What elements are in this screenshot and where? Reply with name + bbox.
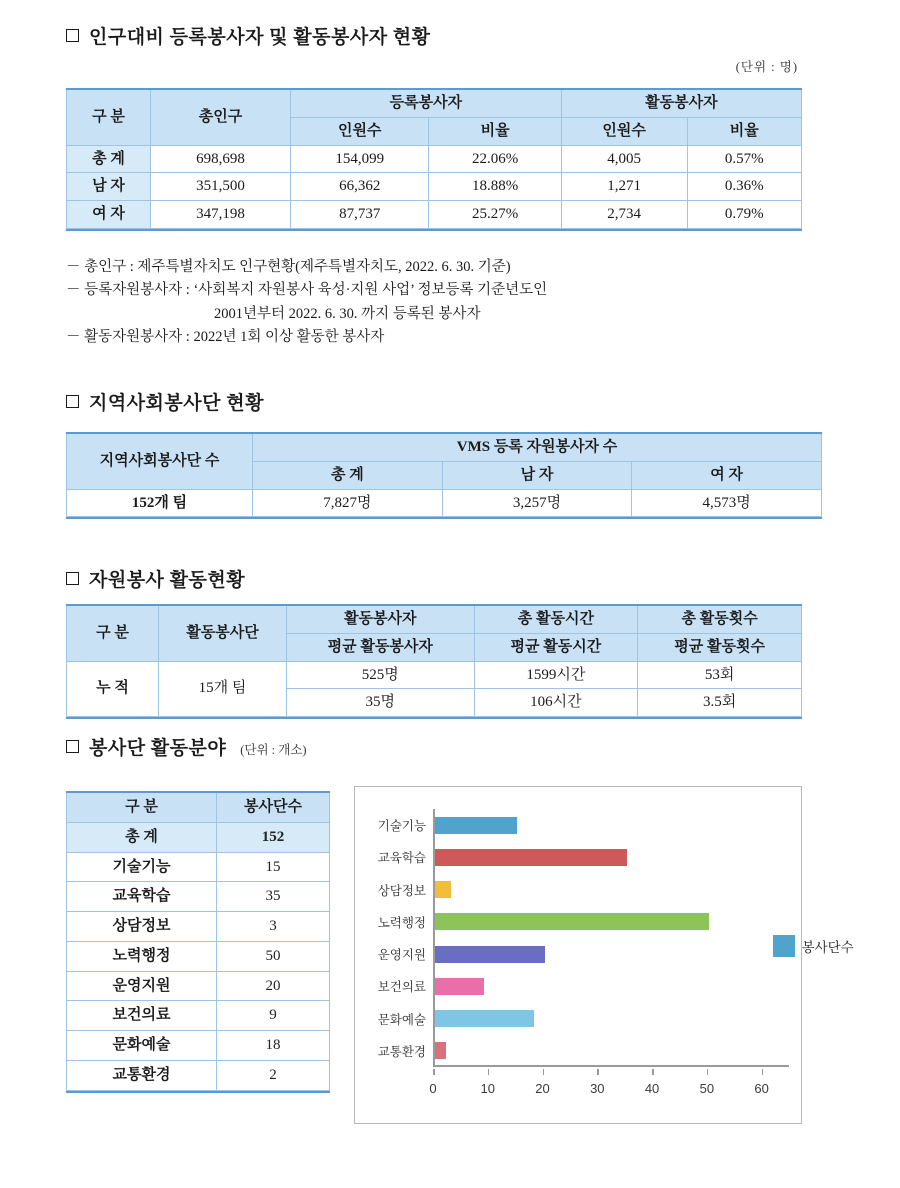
row-label: 총 계 bbox=[67, 822, 217, 852]
chart-bars-region bbox=[377, 809, 789, 1067]
chart-bar-row bbox=[377, 874, 789, 906]
chart-bar bbox=[435, 913, 709, 930]
section-3-heading bbox=[66, 565, 245, 592]
population-volunteer-table bbox=[66, 88, 802, 231]
volunteer-activity-status-table bbox=[66, 604, 802, 719]
row-label: 여 자 bbox=[67, 201, 151, 229]
chart-bar-row bbox=[377, 1003, 789, 1035]
cell-registered-count: 87,737 bbox=[291, 201, 429, 229]
chart-bar-row bbox=[377, 841, 789, 873]
chart-tick-label: 10 bbox=[480, 1081, 495, 1096]
row-value: 3 bbox=[217, 912, 330, 942]
row-label: 운영지원 bbox=[67, 971, 217, 1001]
chart-bar bbox=[435, 946, 545, 963]
chart-legend-swatch bbox=[773, 935, 795, 957]
th-male: 남 자 bbox=[442, 461, 632, 489]
table-row bbox=[67, 489, 822, 517]
cell-active-ratio: 0.57% bbox=[687, 145, 801, 173]
cell-population: 698,698 bbox=[151, 145, 291, 173]
row-value: 15 bbox=[217, 852, 330, 882]
chart-category-label: 기술기능 bbox=[377, 819, 426, 834]
chart-tick bbox=[652, 1069, 654, 1075]
row-value: 20 bbox=[217, 971, 330, 1001]
row-value: 9 bbox=[217, 1001, 330, 1031]
row-value: 152 bbox=[217, 822, 330, 852]
th-active-corps: 활동봉사단 bbox=[159, 606, 287, 661]
chart-tick bbox=[488, 1069, 490, 1075]
chart-category-label: 노력행정 bbox=[377, 915, 426, 930]
chart-bar bbox=[435, 849, 627, 866]
th-registered-volunteers: 등록봉사자 bbox=[291, 90, 562, 117]
chart-tick bbox=[433, 1069, 435, 1075]
row-label: 총 계 bbox=[67, 145, 151, 173]
row-label: 문화예술 bbox=[67, 1031, 217, 1061]
chart-bar-row bbox=[377, 906, 789, 938]
row-value: 2 bbox=[217, 1060, 330, 1090]
note-line: － 총인구 : 제주특별자치도 인구현황(제주특별자치도, 2022. 6. 30. 기준) bbox=[66, 259, 511, 275]
th-total-times: 총 활동횟수 bbox=[638, 606, 802, 633]
table-row bbox=[67, 173, 802, 201]
th-female: 여 자 bbox=[632, 461, 822, 489]
chart-tick-label: 0 bbox=[429, 1081, 437, 1096]
chart-tick-label: 50 bbox=[699, 1081, 715, 1096]
cell-active-count: 2,734 bbox=[561, 201, 687, 229]
row-label: 교통환경 bbox=[67, 1060, 217, 1090]
chart-legend bbox=[773, 935, 854, 957]
chart-x-ticks bbox=[433, 1067, 789, 1075]
cell-total-volunteers: 525명 bbox=[287, 661, 475, 689]
chart-tick-label: 40 bbox=[644, 1081, 660, 1096]
section-1-notes bbox=[66, 256, 826, 350]
th-active-volunteers: 활동봉사자 bbox=[561, 90, 801, 117]
cell-avg-hours: 106시간 bbox=[474, 689, 638, 717]
chart-bar bbox=[435, 817, 517, 834]
chart-tick bbox=[543, 1069, 545, 1075]
th-corps-count: 지역사회봉사단 수 bbox=[67, 434, 253, 489]
volunteer-field-table bbox=[66, 791, 330, 1093]
chart-tick-label: 20 bbox=[535, 1081, 550, 1096]
cell-active-ratio: 0.36% bbox=[687, 173, 801, 201]
cell-total-times: 53회 bbox=[638, 661, 802, 689]
row-label: 기술기능 bbox=[67, 852, 217, 882]
row-value: 50 bbox=[217, 941, 330, 971]
row-label: 상담정보 bbox=[67, 912, 217, 942]
th-avg-volunteers: 평균 활동봉사자 bbox=[287, 633, 475, 661]
chart-bar-row bbox=[377, 938, 789, 970]
row-label: 교육학습 bbox=[67, 882, 217, 912]
cell-registered-ratio: 22.06% bbox=[429, 145, 561, 173]
th-total: 총 계 bbox=[253, 461, 443, 489]
cell-avg-volunteers: 35명 bbox=[287, 689, 475, 717]
chart-bar bbox=[435, 1042, 446, 1059]
row-label: 보건의료 bbox=[67, 1001, 217, 1031]
bullet-square-icon bbox=[66, 395, 79, 408]
cell-avg-times: 3.5회 bbox=[638, 689, 802, 717]
cell-population: 347,198 bbox=[151, 201, 291, 229]
table-row bbox=[67, 912, 330, 942]
table-row-total bbox=[67, 822, 330, 852]
cell-active-count: 1,271 bbox=[561, 173, 687, 201]
cell-corps-teams: 152개 팀 bbox=[67, 489, 253, 517]
th-avg-times: 평균 활동횟수 bbox=[638, 633, 802, 661]
cell-total-hours: 1599시간 bbox=[474, 661, 638, 689]
table-row bbox=[67, 882, 330, 912]
section-4-heading bbox=[66, 733, 307, 760]
table-row bbox=[67, 1060, 330, 1090]
chart-category-label: 교육학습 bbox=[377, 851, 426, 866]
cell-active-count: 4,005 bbox=[561, 145, 687, 173]
row-label-cumulative: 누 적 bbox=[67, 661, 159, 717]
bullet-square-icon bbox=[66, 29, 79, 42]
cell-active-corps: 15개 팀 bbox=[159, 661, 287, 717]
bullet-square-icon bbox=[66, 572, 79, 585]
th-category: 구 분 bbox=[67, 793, 217, 822]
row-label: 남 자 bbox=[67, 173, 151, 201]
section-2-heading bbox=[66, 388, 264, 415]
chart-bar-rows bbox=[377, 809, 789, 1067]
chart-category-label: 상담정보 bbox=[377, 883, 426, 898]
th-corps-count: 봉사단수 bbox=[217, 793, 330, 822]
th-avg-hours: 평균 활동시간 bbox=[474, 633, 638, 661]
th-category: 구 분 bbox=[67, 606, 159, 661]
section-3-title: 자원봉사 활동현황 bbox=[89, 570, 246, 591]
chart-legend-label: 봉사단수 bbox=[801, 940, 854, 955]
table-row bbox=[67, 941, 330, 971]
chart-tick-label: 60 bbox=[754, 1081, 769, 1096]
th-active-count: 인원수 bbox=[561, 117, 687, 145]
section-2-title: 지역사회봉사단 현황 bbox=[89, 393, 264, 414]
cell-registered-count: 154,099 bbox=[291, 145, 429, 173]
table-row bbox=[67, 1031, 330, 1061]
section-4-title: 봉사단 활동분야 bbox=[89, 738, 227, 759]
table-row bbox=[67, 852, 330, 882]
section-1-title: 인구대비 등록봉사자 및 활동봉사자 현황 bbox=[89, 27, 431, 48]
th-active-ratio: 비율 bbox=[687, 117, 801, 145]
table-row bbox=[67, 1001, 330, 1031]
bullet-square-icon bbox=[66, 740, 79, 753]
th-vms-registered: VMS 등록 자원봉사자 수 bbox=[253, 434, 822, 461]
chart-bar bbox=[435, 1010, 534, 1027]
section-4-unit-note: (단위 : 개소) bbox=[240, 743, 307, 757]
th-active-volunteers: 활동봉사자 bbox=[287, 606, 475, 633]
section-1-heading bbox=[66, 22, 431, 49]
section-1-unit-note: (단위 : 명) bbox=[735, 60, 798, 74]
note-line: － 활동자원봉사자 : 2022년 1회 이상 활동한 봉사자 bbox=[66, 329, 385, 346]
cell-active-ratio: 0.79% bbox=[687, 201, 801, 229]
community-volunteer-corps-table bbox=[66, 432, 822, 519]
chart-category-label: 교통환경 bbox=[377, 1044, 426, 1059]
volunteer-field-rows bbox=[67, 822, 330, 1090]
chart-x-tick-labels bbox=[429, 1081, 789, 1101]
chart-tick bbox=[597, 1069, 599, 1075]
th-total-population: 총인구 bbox=[151, 90, 291, 145]
table-row bbox=[67, 661, 802, 689]
chart-tick bbox=[762, 1069, 764, 1075]
cell-total: 7,827명 bbox=[253, 489, 443, 517]
chart-bar-row bbox=[377, 970, 789, 1002]
row-value: 35 bbox=[217, 882, 330, 912]
chart-plot-area bbox=[354, 786, 854, 1124]
note-line: 2001년부터 2022. 6. 30. 까지 등록된 봉사자 bbox=[214, 305, 481, 322]
cell-female: 4,573명 bbox=[632, 489, 822, 517]
th-registered-ratio: 비율 bbox=[429, 117, 561, 145]
cell-registered-ratio: 18.88% bbox=[429, 173, 561, 201]
cell-male: 3,257명 bbox=[442, 489, 632, 517]
th-category: 구 분 bbox=[67, 90, 151, 145]
chart-category-label: 보건의료 bbox=[377, 980, 426, 995]
th-registered-count: 인원수 bbox=[291, 117, 429, 145]
row-value: 18 bbox=[217, 1031, 330, 1061]
chart-category-label: 문화예술 bbox=[377, 1012, 426, 1027]
table-row bbox=[67, 971, 330, 1001]
table-row bbox=[67, 145, 802, 173]
cell-registered-ratio: 25.27% bbox=[429, 201, 561, 229]
chart-tick bbox=[707, 1069, 709, 1075]
chart-tick-label: 30 bbox=[590, 1081, 605, 1096]
cell-registered-count: 66,362 bbox=[291, 173, 429, 201]
note-line: － 등록자원봉사자 : ‘사회복지 자원봉사 육성·지원 사업’ 정보등록 기준년도인 bbox=[66, 282, 548, 299]
row-label: 노력행정 bbox=[67, 941, 217, 971]
volunteer-field-bar-chart bbox=[354, 786, 854, 1124]
th-total-hours: 총 활동시간 bbox=[474, 606, 638, 633]
chart-bar-row bbox=[377, 1035, 789, 1067]
chart-bar bbox=[435, 881, 451, 898]
chart-category-label: 운영지원 bbox=[377, 948, 426, 963]
chart-bar bbox=[435, 978, 484, 995]
chart-bar-row bbox=[377, 809, 789, 841]
table-row bbox=[67, 201, 802, 229]
cell-population: 351,500 bbox=[151, 173, 291, 201]
